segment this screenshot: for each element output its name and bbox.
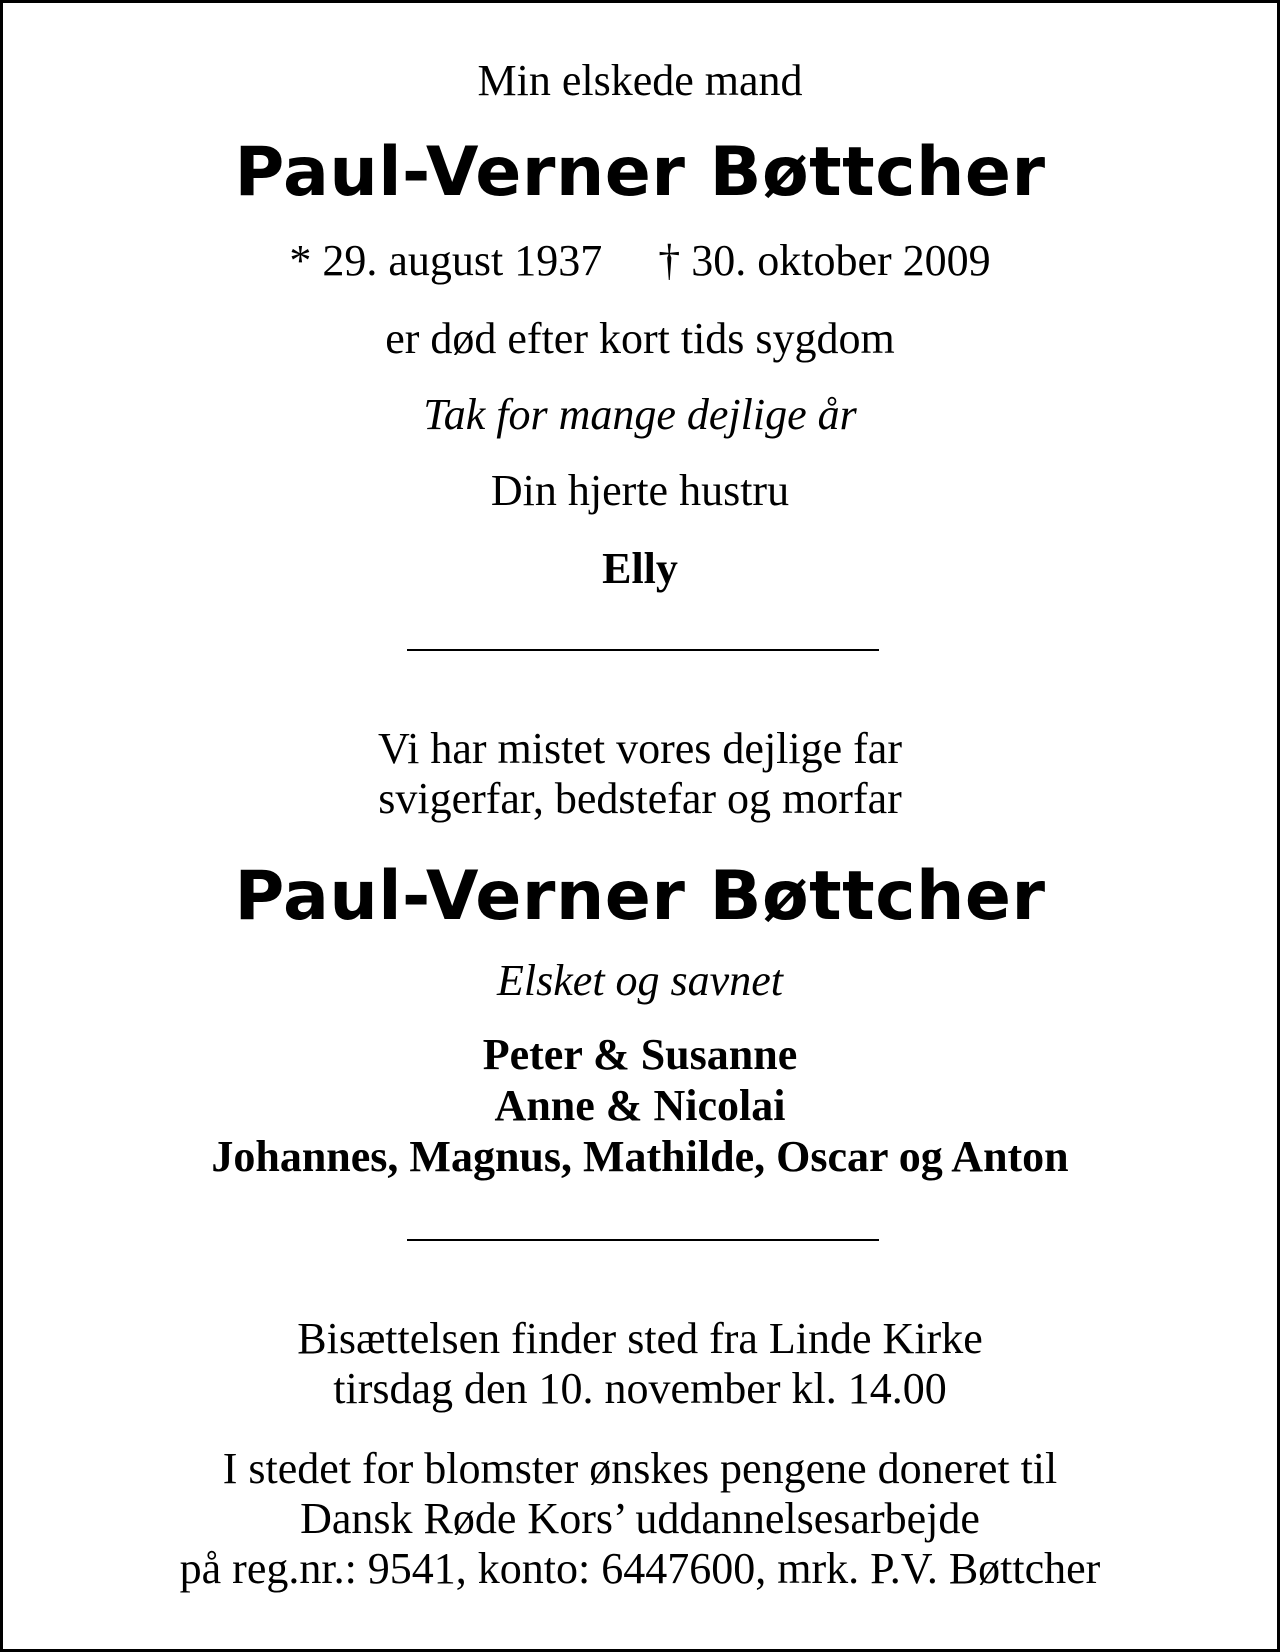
donation-info: på reg.nr.: 9541, konto: 6447600, mrk. P.V. Bøttcher: [179, 1544, 1101, 1593]
signature-name: Elly: [602, 544, 678, 593]
funeral-info: Bisættelsen finder sted fra Linde Kirke: [297, 1314, 983, 1363]
family-line: Johannes, Magnus, Mathilde, Oscar og Anton: [211, 1132, 1069, 1181]
donation-info: I stedet for blomster ønskes pengene doneret til: [222, 1444, 1058, 1493]
thanks-text: Tak for mange dejlige år: [423, 390, 857, 439]
deceased-name: Paul-Verner Bøttcher: [234, 857, 1046, 936]
life-dates: [3, 236, 1277, 285]
death-date: † 30. oktober 2009: [658, 236, 991, 285]
intro-line: svigerfar, bedstefar og morfar: [378, 774, 902, 823]
divider: [407, 1239, 879, 1241]
cause-text: er død efter kort tids sygdom: [385, 314, 895, 363]
birth-date: * 29. august 1937: [289, 236, 603, 285]
signature-intro: Din hjerte hustru: [490, 466, 790, 515]
intro-line: Vi har mistet vores dejlige far: [378, 724, 902, 773]
family-line: Anne & Nicolai: [494, 1081, 786, 1130]
funeral-info: tirsdag den 10. november kl. 14.00: [333, 1364, 947, 1413]
intro-text: Min elskede mand: [477, 56, 803, 105]
loved-text: Elsket og savnet: [497, 956, 783, 1005]
donation-info: Dansk Røde Kors’ uddannelsesarbejde: [300, 1494, 980, 1543]
deceased-name: Paul-Verner Bøttcher: [234, 133, 1046, 212]
family-line: Peter & Susanne: [482, 1030, 798, 1079]
divider: [407, 649, 879, 651]
